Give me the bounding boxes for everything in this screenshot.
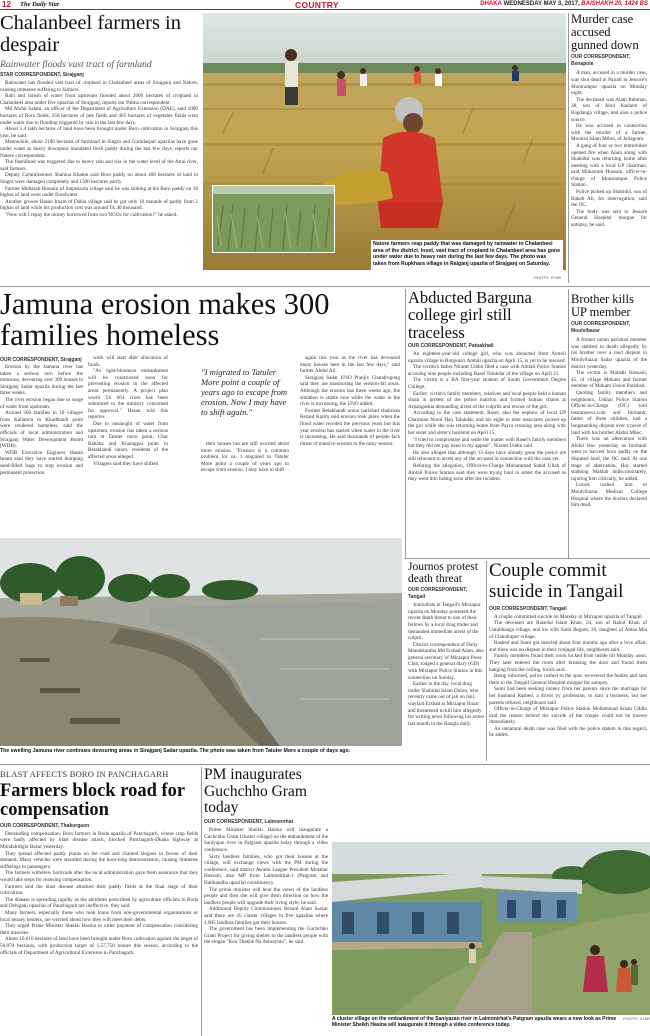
paragraph: Erosion by the Jamuna river has taken a serious turn before the monsoon, devouring over 300 houses in Sirajganj Sadar upazila during the last three weeks.: [0, 364, 83, 397]
paragraph: Farmer Mobarak Hossain of Satpukuria village said he was sinking at his Boro paddy on 16 bighas of land went under floodwater.: [0, 185, 198, 199]
paragraph: Prime Minister Sheikh Hasina will inaugurate a Guchchho Gram (cluster village) on the embankment of the Saniyajan river in Palgram upazila today through a video conference.: [204, 827, 328, 853]
paragraph: The farmers withdrew barricade after the local administration gave them assurance that they would take steps for realising compensation.: [0, 870, 198, 883]
journos-headline: Journos protest death threat: [408, 561, 478, 586]
paragraph: The river erosion began due to surge of water from upstream.: [0, 396, 83, 410]
brother-body: [571, 337, 647, 508]
caption-text: Natore farmers reap paddy that was damaged by rainwater in Chalanbeel area of the district. Inset, vast tract of cropland in Chalanbeel area has gone under water due to heavy rain during the last few days. The photo was taken from Rupkhara village in Raiganj upazila of Sirajganj on Saturday.: [373, 241, 561, 267]
byline-text: OUR CORRESPONDENT, Moulvibazar: [571, 321, 631, 335]
paragraph: Police picked up Shahidul, son of Bakeb Ali, for interrogation, said the OC.: [571, 189, 647, 209]
cluster-village-photo: [332, 842, 650, 1015]
paragraph: The victim is a BA first-year student of South Govemment Degree College.: [408, 377, 566, 390]
paragraph: District correspondent of Daily Manabkantha Md Ershad Alam, also general secretary of Mirzapur Press Club, lodged a general diary (GD) with Mirzapur Police Station in this connection on Sunday.: [408, 641, 484, 681]
paragraph: Sumi had been seeking money from her parents since the marriage for her husband Rashed, a driver by profession, to start a business, but her parents refused, neighbours said.: [489, 686, 647, 706]
jamuna-photo-caption: [0, 748, 402, 758]
pm-photo-caption: [332, 1016, 650, 1036]
paragraph: Another grower Hasan Imam of Dahia village said he got only 10 maunds of paddy from 2 bighas of land while his production cost was around Tk 40 thousand.: [0, 198, 198, 212]
paragraph: Quoting family members and neighbours, Utkhai Police Station Officer-in-Charge (OC) told tasnimnews.com and Imrhanir, father of three children, had a longstanding dispute over a piece of land with his brother Abdul Mhoc.: [571, 390, 647, 436]
barguna-article: [408, 289, 566, 554]
barguna-body: [408, 351, 566, 483]
chalanbeel-headline: Chalanbeel farmers in despair: [0, 13, 182, 56]
column-divider: [405, 289, 406, 559]
paragraph: According to the case statement, Rasel, also the nephew of local UP Chairman Nurul Haq Talukdar, and his eight to nine associates picked up the girl while she was returning home from Payra crossing area along with her sister and sister's husband on April 15.: [408, 410, 566, 437]
byline-text: OUR CORRESPONDENT, Sirajganj: [0, 357, 82, 363]
paragraph: The victim's father Nirantt Uddin filed a case with Amtali Police Station accusing nine people including Rasel Talukdar of the village on April 21.: [408, 364, 566, 377]
pm-article: [204, 767, 328, 1036]
byline-text: STAR CORRESPONDENT, Sirajganj: [0, 72, 84, 79]
paragraph: "As right-bloomers embankment will be constructed soon for preventing erosion in the affected areas permanently. A project plan worth Tk 664 crore has been submitted to the ministry concerned for approval," Hasan told this reporter.: [88, 368, 168, 421]
chalanbeel-article: [0, 13, 198, 283]
paragraph: WDB Executive Engineer Hasan Imam said they have started dumping sand-filled bags to stop erosion and permanent protection: [0, 449, 83, 476]
murder-byline: [571, 54, 647, 68]
photo-credit: PHOTO: STAR: [534, 275, 561, 281]
paragraph: They urged Prime Minister Sheikh Hasina to order payment of compensation considering their miseries.: [0, 923, 198, 936]
jamuna-erosion-photo: [0, 538, 402, 746]
paragraph: Due to onslaught of water from upstream, erosion has taken a serious turn at Tatuler more point, Char Rabaka and Kharagpai point in Betakhandi union, residents of the affected areas alleged.: [88, 420, 168, 460]
column-divider: [568, 13, 569, 283]
farmers-road-headline: Farmers block road for compensation: [0, 781, 185, 821]
paragraph: Sirajganj Sadar UNO Pranjiv Chandrogong said they are monitoring the erosion-hit areas. Although the erosion has three weeks ago, the situation is stable now while the water in the river is increasing, the UNO added.: [300, 374, 400, 408]
paragraph: A couple committed suicide on Monday in Mirzapur upazila of Tangail.: [494, 613, 643, 620]
paragraph: Journalists in Tangail's Mirzapur upazila on Monday protested the recent death threat to one of their fellows by a local drug trader and demanded immediate arrest of the culprit.: [408, 602, 481, 642]
paragraph: work will start after allocation of funds.: [88, 355, 168, 368]
paragraph: Family members found their room locked from inside till Monday noon. They later entered the room after breaking the door and found them hanging from the ceiling, locals said.: [489, 653, 647, 673]
paragraph: "I tried to compromise and settle the matter with Rasel's family members but they did not pay heed to my appeal", Nirantt Uddin said.: [408, 436, 566, 450]
dateline-city: DHAKA: [480, 1, 502, 7]
paragraph: Deputy Commissioner Shahina Khatun said Boro paddy on about 400 hectares of land in Singra were damaged completely and 1500 hectares partly.: [0, 172, 198, 185]
jamuna-pullquote: "I migrated to Tatuler More point a couple of years ago to escape from erosion. Now I may have to shift again.": [201, 367, 288, 417]
paragraph: Around 300 families in 10 villages from Kaliatola to Khudbandi point were rendered homeless, said the officials of local administration and Sirajganj Water Development Board (WDB).: [0, 410, 83, 450]
byline-text: OUR CORRESPONDENT, Lalmonirhat: [204, 819, 294, 826]
couple-article: [489, 561, 647, 761]
paragraph: Refuting the allegation, Officer-in-Charge Mohammad Sahid Ullah of Amtali Police Station said they were trying hard to arrest the accused as they went into hiding soon after the incident.: [408, 463, 566, 483]
paragraph: Many farmers, especially those who took loans from non-governmental organisations or local money lenders, are worried about how they will meet their debts.: [0, 909, 198, 923]
paragraph: An unnatural death case was filed with the police station in this regard, he added.: [489, 725, 647, 739]
paragraph: There was an altercation with Abdul Hoc yesterday as Imrhanir went to harvest boro paddy on the disputed land, the OC said. At one stage of altercation, Hoc started stabbing Mahtab indiscriminately, injuring him critically, he added.: [571, 436, 647, 482]
farmers-road-byline: [0, 823, 198, 830]
paragraph: Officer-in-Charge of Mirzapur Police Station Mohammad Aman Uddin said the reason behind the suicide of the couple could not be known immediately.: [489, 706, 647, 726]
column-divider: [486, 561, 487, 761]
barguna-byline: [408, 343, 566, 350]
paragraph: The prime minister will hear the views of the landless people and then she will give them direction on how the landless people will upgrade their living style, he said.: [204, 886, 328, 906]
journos-article: [408, 561, 484, 761]
farmers-road-kicker: BLAST AFFECTS BORO IN PANCHAGARH: [0, 769, 169, 779]
paragraph: Rashed and Sumi got married about four months ago after a love affair, and there was no dispute in their conjugal life, neighbours said.: [489, 640, 647, 653]
barguna-headline: Abducted Barguna college girl still traceless: [408, 289, 532, 342]
jamuna-col-4: [300, 355, 400, 533]
murder-article: [571, 13, 647, 285]
photo-credit: PHOTO: STAR: [623, 1016, 650, 1021]
paragraph: About 10,610 hectares of land have been brought under Boro cultivation against the target of 56,070 hectares, with production target of 1,57,750 tonnes this season, according to the officials of Department of Agricultural Extension in Panchagarh.: [0, 936, 198, 956]
murder-headline: Murder case accused gunned down: [571, 13, 639, 53]
chalanbeel-photo-caption: [371, 240, 563, 282]
section-divider: [406, 558, 650, 559]
paragraph: They spread affected paddy plants on the road and chanted slogans in favour of their demand. Many vehicles were stranded during the hour-long demonstration, causing immense sufferings to passengers.: [0, 850, 198, 870]
column-divider: [201, 767, 202, 1036]
farmers-road-article: [0, 767, 198, 1036]
paragraph: The flashflood was triggered due to heavy rain and rise in the water level of the Atrai river, said farmers.: [0, 159, 198, 172]
paragraph: Rainwater has flooded vast tract of cropland in Chalanbeel areas of Sirajganj and Natore, causing immense suffering to farmers.: [0, 80, 198, 93]
dateline-bangla: BAISHAKH 20, 1424 BS: [581, 1, 648, 7]
brother-headline: Brother kills UP member: [571, 293, 634, 320]
chalanbeel-subheadline: Rainwater floods vast tract of farmland: [0, 59, 152, 71]
section-divider: [0, 764, 650, 765]
jamuna-byline: [0, 357, 85, 364]
paragraph: Farmers said the blast disease attacked their paddy fields at the final stage of their cultivation.: [0, 883, 198, 897]
pm-headline: PM inaugurates Guchchho Gram today: [204, 767, 307, 817]
dateline: [480, 1, 648, 7]
couple-byline: [489, 606, 647, 613]
brother-article: [571, 293, 647, 558]
page-number: 12: [2, 0, 11, 9]
paragraph: Meanwhile, about 2100 hectares of farmland in Singra and Gurudaspur upazilas have gone under water as heavy downpour inundated fresh paddy during the last few days, reports our Natore correspondent.: [0, 139, 198, 159]
jamuna-col-1: [0, 364, 83, 534]
section-label: COUNTRY: [295, 0, 339, 10]
journos-body: [408, 602, 484, 727]
brother-byline: [571, 321, 647, 335]
paragraph: Former Betakhandi union parishad chairman Rezaul Karim said erosion took place when the flood water receded the previous years but this year erosion has started when water in the river is increasing. He said thousands of people face threat of massive erosion in the rainy season.: [300, 407, 400, 447]
byline-text: OUR CORRESPONDENT, Thakurgaon: [0, 822, 90, 829]
flooded-field-inset-photo: [212, 185, 335, 253]
byline-text: OUR CORRESPONDENT, Benapole: [571, 54, 631, 68]
murder-body: [571, 70, 647, 228]
cluster-village-image: [332, 842, 650, 1015]
paragraph: A gang of four or two motorbikes opened fire when Alam along with Shahidul was returning home after meeting with a local UP chairman, said Mokarram Hossain, officer-in-charge of Monirampur Police Station.: [571, 142, 647, 189]
paragraph: Locals rushed him to Moulvibazar Medical College Hospital where the doctors declared him dead.: [571, 482, 647, 509]
caption-text: A cluster village on the embankment of the Saniyazan river in Lalmonirhat's Patgram upazila wears a new look as Prime Minister Sheikh Hasina will inaugurate it through a video conference today.: [332, 1016, 617, 1029]
section-divider: [0, 286, 650, 287]
paragraph: The government has been implementing the Guchchho Gram Project for giving shelter to the landless people with the slogan "Keu Thakbe Na Ashrayhin", he said.: [204, 926, 328, 946]
paragraph: He also alleged that although 13 days have already gone the police are still reluctant to arrest any of the accused in connection with the case yet.: [408, 449, 566, 463]
paragraph: About 1.4 lakh hectares of land have been brought under Boro cultivation in Sirajganj this year, he said.: [0, 126, 198, 139]
paragraph: "Now will I repay the money borrowed from two NGOs for cultivation?" he asked.: [5, 211, 178, 218]
jamuna-col-2: [88, 355, 168, 533]
paragraph: Rain and inrush of water from upstream flooded about 2000 hectares of cropland in Chalanbeel area under five upazilas of Sirajganj, reports our Pabna correspondent.: [0, 93, 198, 106]
paragraph: their houses but are still worried about more erosion. "Erosion is a common problem for us. I migrated to Tatuler More point a couple of years ago to escape from erosion. I may have to shift: [201, 441, 289, 474]
byline-text: OUR CORRESPONDENT, Tangail: [489, 605, 567, 612]
flooded-field-image: [213, 186, 335, 253]
paragraph: He was accused in connection with the murder of a farmer, Monirul Islam Milon, of Jeliagram.: [571, 123, 647, 143]
pm-body: [204, 827, 328, 946]
byline-text: OUR CORRESPONDENT, Tangail: [408, 587, 468, 601]
paragraph: The deceased was Alam Rahman, 38, son of Abul Kashem of Bagdanga village, and also a police source.: [571, 96, 647, 123]
paragraph: Earlier, victim's family members, relatives and local people held a human chain in protest of the police inaction and formed human chains at Arpangashia demanding arrest of the culprits and rescue of the girl.: [408, 390, 566, 410]
paragraph: Md Abdul Salam, an officer of the Department of Agriculture Extension (DAE), said 1000 hectares of Boro fields, 250 hectares of jute fields and 405 hectares of vegetable fields went under water due to flooding triggered by rain in the last few days.: [0, 106, 198, 126]
couple-headline: Couple commit suicide in Tangail: [489, 561, 624, 602]
masthead: [0, 0, 650, 10]
caption-text: The swelling Jamuna river continues devouring areas in Sirajganj Sadar upazila. The photo was taken from Tatuler More a couple of days ago.: [0, 748, 351, 754]
paragraph: Demanding compensation, Boro farmers in Boda upazila of Panchagarh, whose crop fields were badly affected by blast disease attack, blocked Panchagarh-Dhaka highway at Mondalrdighi Bazar yesterday.: [0, 830, 198, 851]
jamuna-headline: Jamuna erosion makes 300 families homeless: [0, 289, 330, 353]
paragraph: The deceased are Rasedul Islam Khan, 24, son of Rahul Khan of Uatubhanga village, and his wife Sumi Begum, 20, daughter of Abtaa Mia of Chandrapur village.: [489, 620, 647, 640]
paragraph: The victim is Mahtab Hossain, 45, of village Mokam and former member of Mokam Union Parishad.: [571, 370, 647, 390]
paragraph: Sixty landless families, who got their houses at the village, will exchange views with the PM during the conference, said district Awami League President Motahar Hossain, also MP from Lalmonirhat-1 (Patgram and Hatibandha upazila) constituency.: [204, 853, 328, 886]
paper-name: The Daily Star: [20, 1, 60, 8]
paragraph: Earlier in the day, local drug trader Shahidul Islam Dolon, who recently came out of jail on bail, waylaid Ershad at Mirzapur Bazar and threatened to kill him allegedly for writing news following his arrest last month in the Bangla daily.: [408, 681, 484, 727]
paragraph: again this year as the river has devoured many houses here in the last few days," said farmer Abdul Ali.: [300, 355, 400, 375]
jamuna-erosion-image: [0, 538, 402, 746]
column-divider: [568, 289, 569, 559]
jamuna-article: [0, 289, 402, 534]
jamuna-col-3: [201, 441, 289, 531]
couple-body: [489, 614, 647, 739]
paragraph: Being informed, police rushed to the spot, recovered the bodies and sent them to the Tangail General Hospital morgue for autopsy.: [489, 673, 647, 686]
paragraph: An eighteen-year-old college girl, who was abducted from Amtoli upazila village in Barguna's Amtali upazila on April 15, is yet to be rescued.: [408, 350, 566, 364]
paragraph: A man, accused in a murder case, was shot dead in Pairali in Jessore's Monirampur upazila on Monday night.: [571, 70, 647, 97]
paragraph: The body was sent to Jessore General Hospital morgue for autopsy, he said.: [571, 208, 647, 229]
paragraph: Villagers said they have shifted: [93, 460, 159, 467]
byline-text: OUR CORRESPONDENT, Patuakhali: [408, 342, 494, 349]
paragraph: The disease is spreading rapidly as the antidotes prescribed by agriculture officials in Boda and Debiganj upazilas of Panchagarh are ineffective, they said.: [0, 896, 198, 910]
pm-byline: [204, 819, 328, 826]
chalanbeel-byline: [0, 72, 198, 79]
farmers-road-body: [0, 831, 198, 956]
chalanbeel-body: [0, 80, 198, 218]
paragraph: A former union parishad member was stabbed to death allegedly by his brother over a land dispute in Moulvibazar Sadar upazila of the district yesterday.: [571, 337, 647, 370]
paragraph: Additional Deputy Commissioner Rezaul Alam Sarkar said there are 45 cluster villages in five upazilas where 4,005 landless families got their houses.: [204, 906, 328, 926]
dateline-date: WEDNESDAY MAY 3, 2017,: [503, 1, 580, 7]
journos-byline: [408, 587, 484, 601]
